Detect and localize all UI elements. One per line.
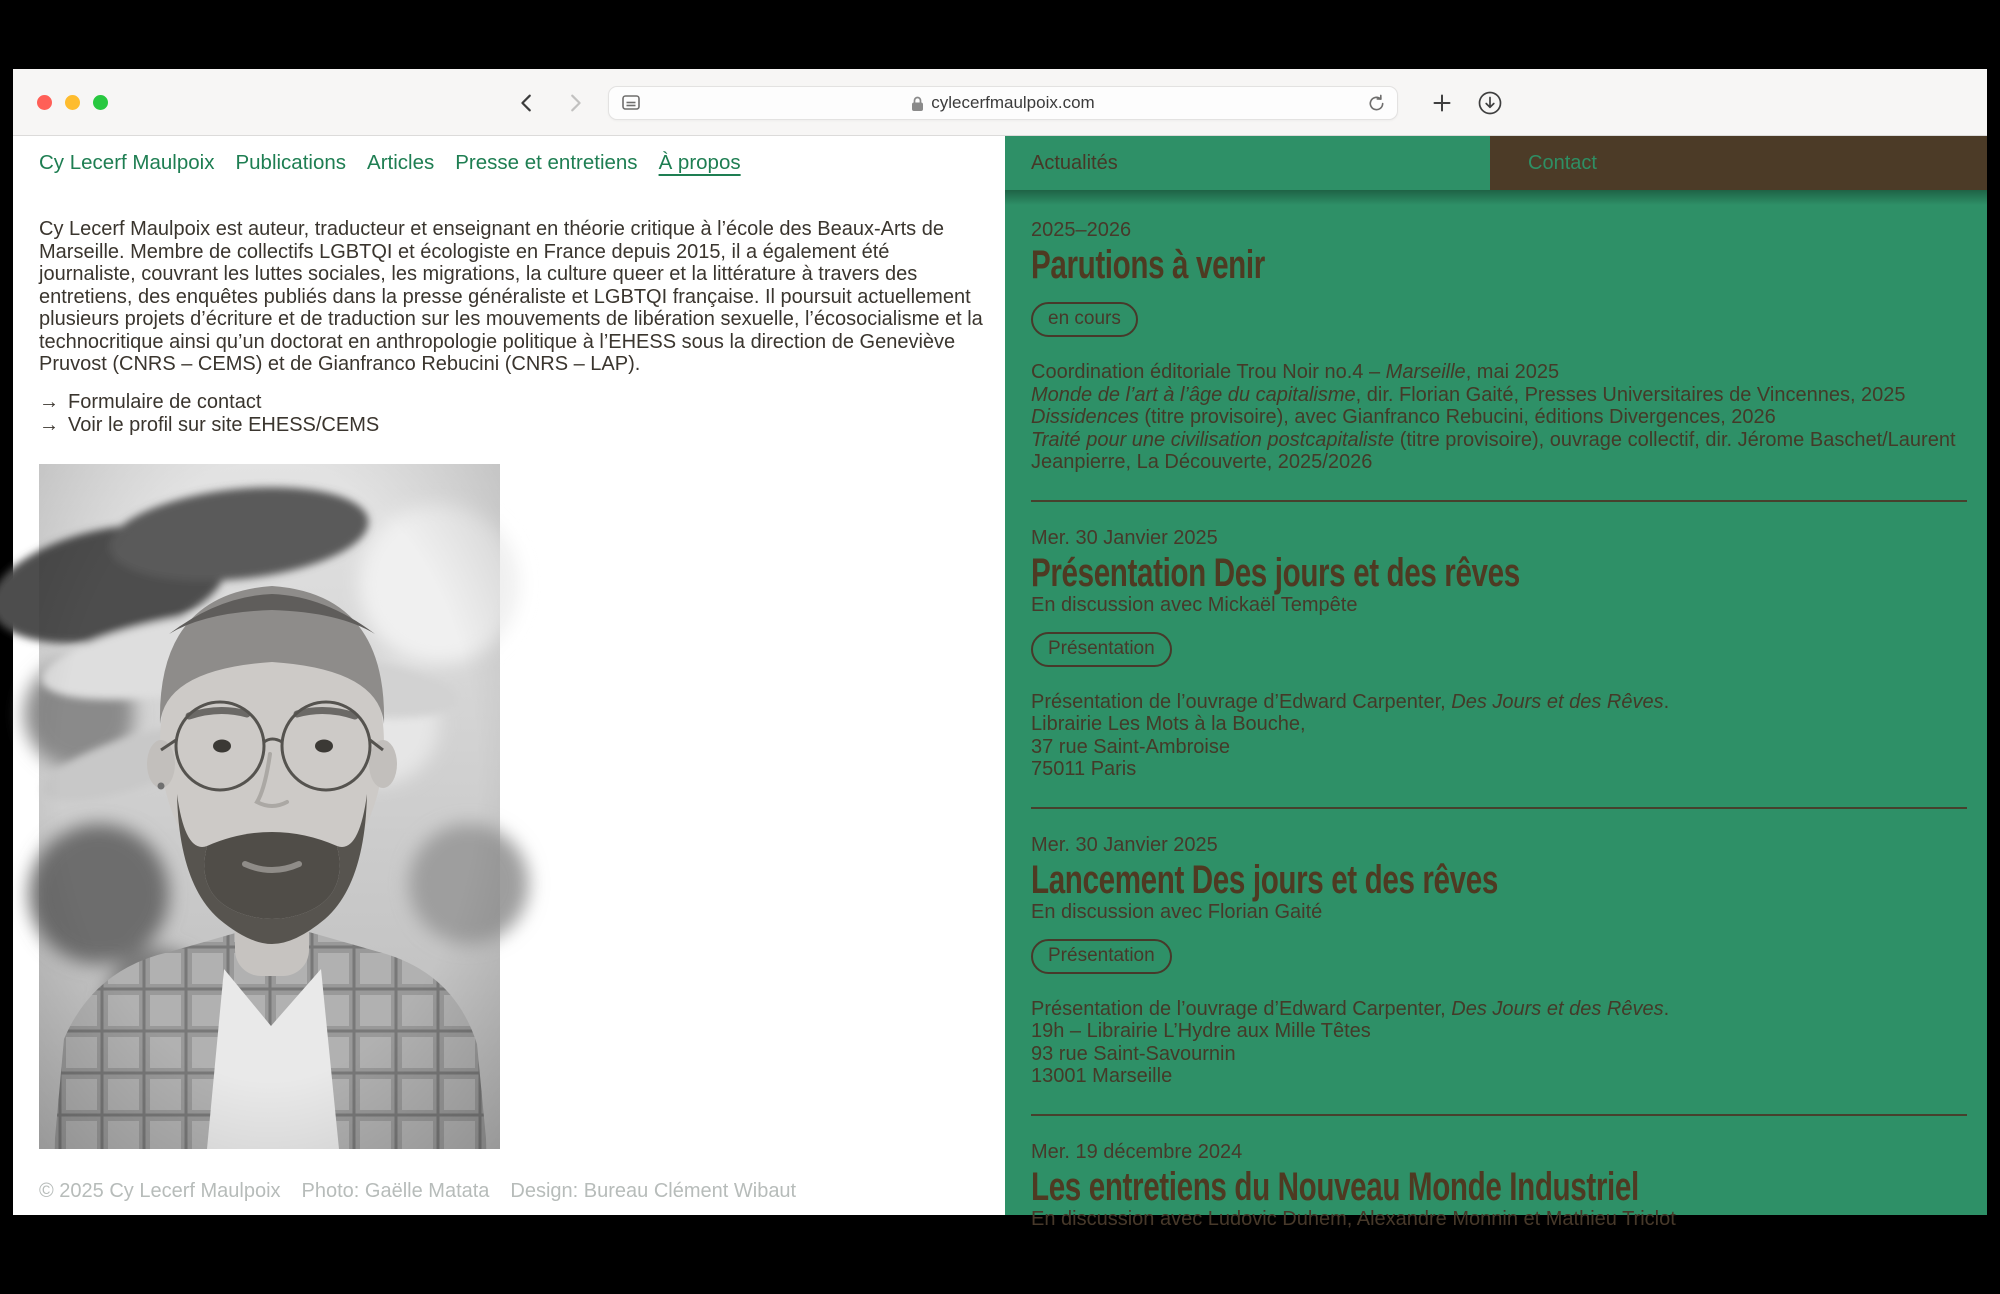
traffic-lights (37, 69, 108, 136)
event-date: Mer. 19 décembre 2024 (1031, 1140, 1243, 1163)
main-nav-items (235, 151, 740, 175)
divider (1031, 1114, 1967, 1116)
nav-item-publications[interactable]: Publications (235, 151, 347, 174)
event-type-badge: Présentation (1031, 939, 1172, 974)
news-panel-header[interactable] (1005, 136, 1987, 190)
forward-chevron-icon[interactable] (564, 92, 586, 114)
news-pane (1005, 190, 1987, 1230)
ehess-profile-link[interactable] (39, 415, 1005, 436)
zoom-window-button[interactable] (93, 95, 108, 110)
site-footer (39, 1180, 796, 1203)
about-pane (13, 190, 1005, 1215)
divider (1031, 807, 1967, 809)
site-header (13, 136, 1987, 190)
nav-item-a-propos[interactable]: À propos (658, 151, 741, 174)
event-date: 2025–2026 (1031, 219, 1132, 241)
footer-photo-credit: Photo: Gaëlle Matata (301, 1180, 490, 1202)
arrow-icon: → (39, 390, 59, 413)
nav-brand[interactable]: Cy Lecerf Maulpoix (39, 151, 215, 174)
minimize-window-button[interactable] (65, 95, 80, 110)
event-details: Coordination éditoriale Trou Noir no.4 – Marseille, mai 2025 Monde de l’art à l’âge du capitalisme, dir. Florian Gaité, Presses Universitaires de Vincennes, 2025 Dissidences (titre provisoire), avec Gianfranco Rebucini, éditions Divergences, 2026 Traité pour une civilisation postcapitaliste (titre provisoire), ouvrage collectif, dir. Jérome Baschet/Laurent Jeanpierre, La Découverte, 2025/2026 (1031, 361, 1956, 473)
reload-icon[interactable] (1367, 94, 1386, 113)
back-chevron-icon[interactable] (516, 92, 538, 114)
news-event (1031, 218, 1967, 474)
news-event (1031, 526, 1967, 781)
link-label: Voir le profil sur site EHESS/CEMS (68, 413, 380, 436)
browser-window (13, 69, 1987, 1230)
badge-row (1031, 302, 1967, 337)
news-sections (1031, 218, 1967, 1230)
nav-item-presse-et-entretiens[interactable]: Presse et entretiens (455, 151, 638, 174)
event-title[interactable]: Présentation Des jours et des rêves (1031, 550, 1520, 595)
downloads-icon[interactable] (1477, 90, 1503, 116)
badge-row (1031, 632, 1967, 667)
contact-form-link[interactable] (39, 392, 1005, 413)
arrow-icon: → (39, 413, 59, 436)
badge-row (1031, 939, 1967, 974)
event-title[interactable]: Parutions à venir (1031, 243, 1265, 287)
event-subtitle: En discussion avec Florian Gaité (1031, 900, 1323, 923)
contact-tab-label: Contact (1528, 151, 1597, 174)
content (13, 190, 1987, 1230)
tab-actualites[interactable]: Actualités (1031, 151, 1118, 174)
header-shadow (1005, 190, 1987, 205)
footer-design-credit: Design: Bureau Clément Wibaut (510, 1180, 797, 1202)
news-event (1031, 833, 1967, 1088)
close-window-button[interactable] (37, 95, 52, 110)
bio-paragraph: Cy Lecerf Maulpoix est auteur, traducteur et enseignant en théorie critique à l’école des Beaux-Arts de Marseille. Membre de collectifs LGBTQI et écologiste en France depuis 2015, il a également été journaliste, couvrant les luttes sociales, les migrations, la culture queer et la littérature à travers des entretiens, des enquêtes publiés dans la presse généraliste et LGBTQI française. Il poursuit actuellement plusieurs projets d’écriture et de traduction sur les mouvements de libération sexuelle, l’écosocialisme et la technocritique ainsi qu’un doctorat en anthropologie politique à l’EHESS sous la direction de Geneviève Pruvost (CNRS – CEMS) et de Gianfranco Rebucini (CNRS – LAP). (39, 218, 983, 375)
event-subtitle: En discussion avec Ludovic Duhem, Alexandre Monnin et Mathieu Triclot (1031, 1207, 1676, 1230)
event-type-badge: en cours (1031, 302, 1138, 337)
browser-toolbar (13, 69, 1987, 136)
divider (1031, 500, 1967, 502)
link-label: Formulaire de contact (68, 390, 262, 413)
url-text: cylecerfmaulpoix.com (931, 93, 1095, 112)
event-date: Mer. 30 Janvier 2025 (1031, 526, 1218, 549)
plus-icon[interactable] (1431, 92, 1453, 114)
event-title[interactable]: Lancement Des jours et des rêves (1031, 857, 1498, 902)
event-date: Mer. 30 Janvier 2025 (1031, 833, 1218, 856)
lock-icon (911, 95, 924, 112)
event-type-badge: Présentation (1031, 632, 1172, 667)
event-details: Présentation de l’ouvrage d’Edward Carpenter, Des Jours et des Rêves. Librairie Les Mots à la Bouche, 37 rue Saint-Ambroise 75011 Paris (1031, 690, 1670, 780)
event-title[interactable]: Les entretiens du Nouveau Monde Industriel (1031, 1164, 1639, 1209)
tab-contact[interactable] (1490, 136, 1987, 190)
url-bar[interactable] (608, 86, 1398, 120)
main-nav (13, 136, 1005, 190)
news-event (1031, 1140, 1967, 1230)
portrait-photo (39, 464, 500, 1149)
event-subtitle: En discussion avec Mickaël Tempête (1031, 593, 1358, 616)
footer-copyright: © 2025 Cy Lecerf Maulpoix (39, 1180, 281, 1202)
event-details: Présentation de l’ouvrage d’Edward Carpenter, Des Jours et des Rêves. 19h – Librairie L’Hydre aux Mille Têtes 93 rue Saint-Savournin 13001 Marseille (1031, 997, 1670, 1087)
about-links (39, 392, 1005, 436)
nav-item-articles[interactable]: Articles (367, 151, 435, 174)
